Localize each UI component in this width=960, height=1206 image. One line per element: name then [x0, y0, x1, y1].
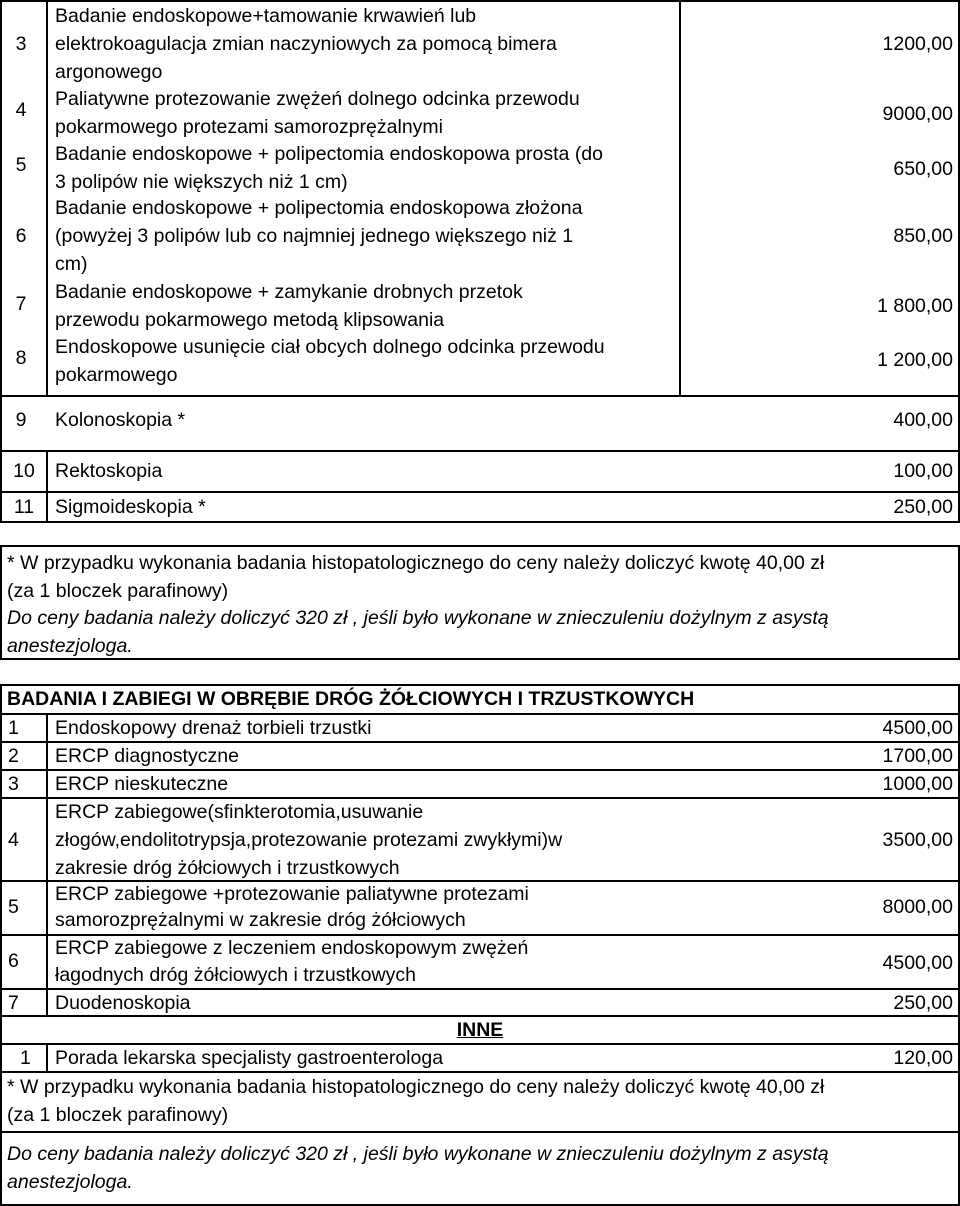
row-description-line: Sigmoideskopia *: [55, 496, 206, 518]
row-price: 100,00: [893, 460, 953, 482]
histopathology-note: (za 1 bloczek parafinowy): [7, 1104, 229, 1126]
row-price: 650,00: [893, 158, 953, 180]
row-price: 4500,00: [882, 952, 953, 974]
row-price: 1 200,00: [877, 349, 953, 371]
row-description-line: samorozprężalnymi w zakresie dróg żółciowych: [55, 909, 466, 931]
row-divider: [0, 1131, 960, 1133]
row-description-line: Duodenoskopia: [55, 992, 191, 1014]
row-description-line: ERCP nieskuteczne: [55, 773, 229, 795]
row-number: 11: [13, 496, 35, 518]
row-price: 8000,00: [882, 896, 953, 918]
anesthesia-note: Do ceny badania należy doliczyć 320 zł , jeśli było wykonane w znieczuleniu dożylnym z asystą: [7, 607, 829, 629]
row-number: 2: [8, 745, 19, 767]
row-price: 400,00: [893, 409, 953, 431]
row-number: 6: [15, 225, 27, 247]
row-price: 4500,00: [882, 717, 953, 739]
row-number: 5: [8, 896, 19, 918]
row-description-line: argonowego: [55, 61, 163, 83]
row-number: 7: [8, 992, 19, 1014]
row-number: 6: [8, 950, 19, 972]
row-description-line: Badanie endoskopowe + zamykanie drobnych przetok: [55, 281, 523, 303]
row-description-line: Endoskopowy drenaż torbieli trzustki: [55, 717, 372, 739]
row-number: 7: [15, 293, 27, 315]
anesthesia-note: anestezjologa.: [7, 1171, 133, 1193]
table-border: [0, 0, 2, 523]
row-description-line: Kolonoskopia *: [55, 409, 186, 431]
row-number: 1: [8, 717, 19, 739]
row-description-line: Paliatywne protezowanie zwężeń dolnego odcinka przewodu: [55, 88, 580, 110]
row-number: 10: [13, 460, 35, 482]
row-number: 3: [8, 773, 19, 795]
column-divider: [679, 0, 681, 395]
row-description-line: łagodnych dróg żółciowych i trzustkowych: [55, 964, 416, 986]
row-price: 3500,00: [882, 829, 953, 851]
row-number: 9: [15, 409, 27, 431]
row-description-line: ERCP zabiegowe z leczeniem endoskopowym zwężeń: [55, 937, 529, 959]
row-price: 9000,00: [882, 103, 953, 125]
table-border: [0, 684, 2, 1206]
row-number: 8: [15, 347, 27, 369]
row-number: 5: [15, 154, 27, 176]
row-description-line: Badanie endoskopowe + polipectomia endoskopowa prosta (do: [55, 143, 603, 165]
row-price: 120,00: [893, 1047, 953, 1069]
row-description-line: cm): [55, 253, 88, 275]
row-divider: [0, 395, 960, 397]
table-border: [0, 658, 960, 660]
row-description-line: ERCP zabiegowe +protezowanie paliatywne protezami: [55, 883, 529, 905]
row-description-line: ERCP zabiegowe(sfinkterotomia,usuwanie: [55, 801, 424, 823]
row-description-line: Badanie endoskopowe + polipectomia endoskopowa złożona: [55, 197, 583, 219]
row-description-line: zakresie dróg żółciowych i trzustkowych: [55, 857, 400, 879]
column-divider: [46, 0, 48, 395]
row-price: 1200,00: [882, 33, 953, 55]
table-border: [0, 545, 960, 547]
row-divider: [0, 521, 960, 523]
row-description-line: ERCP diagnostyczne: [55, 745, 239, 767]
row-description-line: elektrokoagulacja zmian naczyniowych za pomocą bimera: [55, 33, 557, 55]
row-number: 1: [20, 1047, 31, 1069]
row-description-line: pokarmowego protezami samorozprężalnymi: [55, 116, 443, 138]
column-divider: [46, 1043, 48, 1071]
section-heading: INNE: [456, 1019, 504, 1041]
row-number: 3: [15, 33, 27, 55]
row-price: 850,00: [893, 225, 953, 247]
section-heading: BADANIA I ZABIEGI W OBRĘBIE DRÓG ŻÓŁCIOWYCH I TRZUSTKOWYCH: [7, 688, 695, 710]
histopathology-note: * W przypadku wykonania badania histopatologicznego do ceny należy doliczyć kwotę 40,00 zł: [7, 1076, 825, 1098]
anesthesia-note: Do ceny badania należy doliczyć 320 zł , jeśli było wykonane w znieczuleniu dożylnym z asystą: [7, 1143, 829, 1165]
row-number: 4: [15, 99, 27, 121]
row-description-line: przewodu pokarmowego metodą klipsowania: [55, 309, 445, 331]
row-description-line: pokarmowego: [55, 364, 178, 386]
row-description-line: (powyżej 3 polipów lub co najmniej jednego większego niż 1: [55, 225, 574, 247]
row-price: 250,00: [893, 496, 953, 518]
row-price: 1700,00: [882, 745, 953, 767]
histopathology-note: * W przypadku wykonania badania histopatologicznego do ceny należy doliczyć kwotę 40,00 zł: [7, 552, 825, 574]
histopathology-note: (za 1 bloczek parafinowy): [7, 580, 229, 602]
row-price: 1000,00: [882, 773, 953, 795]
row-description-line: Badanie endoskopowe+tamowanie krwawień lub: [55, 5, 477, 27]
row-price: 1 800,00: [877, 295, 953, 317]
row-price: 250,00: [893, 992, 953, 1014]
row-description-line: Endoskopowe usunięcie ciał obcych dolnego odcinka przewodu: [55, 336, 605, 358]
anesthesia-note: anestezjologa.: [7, 635, 133, 657]
row-description-line: złogów,endolitotrypsja,protezowanie protezami zwykłymi)w: [55, 829, 563, 851]
column-divider: [46, 713, 48, 1015]
row-description-line: 3 polipów nie większych niż 1 cm): [55, 171, 348, 193]
column-divider: [46, 450, 48, 523]
row-description-line: Porada lekarska specjalisty gastroenterologa: [55, 1047, 444, 1069]
row-description-line: Rektoskopia: [55, 460, 163, 482]
table-border: [0, 545, 2, 660]
row-number: 4: [8, 829, 19, 851]
row-divider: [0, 450, 960, 452]
